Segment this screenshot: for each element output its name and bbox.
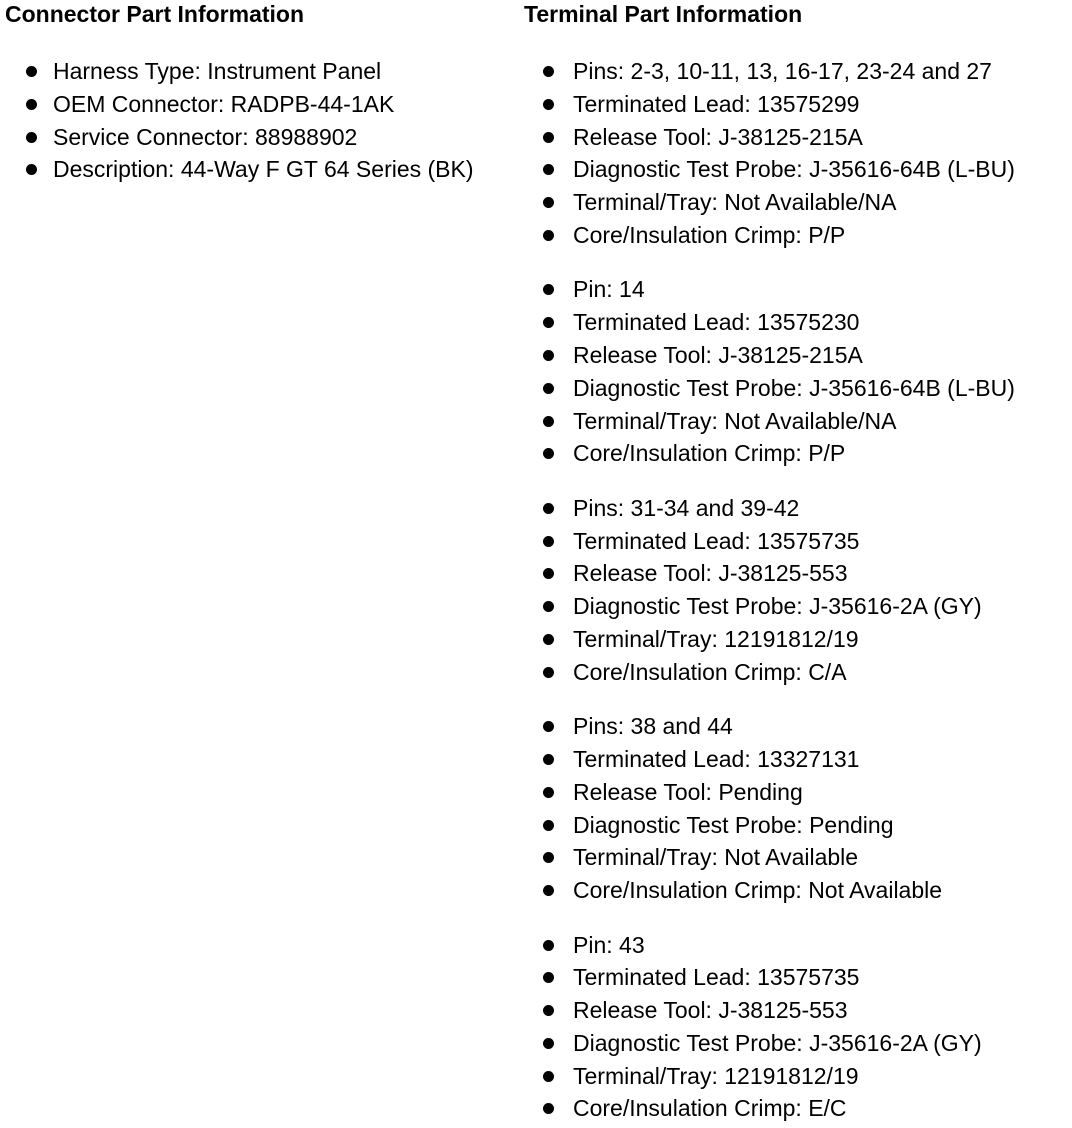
bullet-icon bbox=[543, 66, 554, 77]
list-item-text: Terminated Lead: 13575299 bbox=[573, 90, 860, 117]
list-item-text: Terminal/Tray: Not Available/NA bbox=[573, 407, 897, 434]
list-item bbox=[524, 590, 1069, 623]
bullet-icon bbox=[543, 1005, 554, 1016]
list-item-text: Core/Insulation Crimp: P/P bbox=[573, 440, 846, 467]
list-item bbox=[524, 405, 1069, 438]
bullet-icon bbox=[26, 132, 37, 143]
list-item bbox=[524, 121, 1069, 154]
list-item bbox=[524, 656, 1069, 689]
list-item-text: Diagnostic Test Probe: J-35616-2A (GY) bbox=[573, 593, 982, 620]
list-item-text: Terminated Lead: 13327131 bbox=[573, 745, 860, 772]
list-item bbox=[524, 339, 1069, 372]
list-item-text: Pins: 2-3, 10-11, 13, 16-17, 23-24 and 27 bbox=[573, 58, 992, 84]
list-item bbox=[524, 55, 1069, 88]
list-item bbox=[524, 1027, 1069, 1060]
bullet-icon bbox=[543, 132, 554, 143]
bullet-icon bbox=[543, 536, 554, 547]
list-item-text: Release Tool: J-38125-553 bbox=[573, 997, 848, 1024]
list-item-text: Pin: 43 bbox=[573, 931, 645, 958]
list-item bbox=[524, 623, 1069, 656]
terminal-group bbox=[524, 492, 1069, 689]
list-item bbox=[524, 88, 1069, 121]
list-item-text: Description: 44-Way F GT 64 Series (BK) bbox=[53, 156, 474, 183]
terminal-group bbox=[524, 929, 1069, 1126]
list-item bbox=[524, 874, 1069, 907]
list-item-text: Core/Insulation Crimp: Not Available bbox=[573, 877, 943, 904]
list-item-text: Harness Type: Instrument Panel bbox=[53, 58, 382, 84]
list-item-text: Terminated Lead: 13575735 bbox=[573, 964, 860, 991]
bullet-icon bbox=[26, 66, 37, 77]
list-item bbox=[524, 186, 1069, 219]
list-item bbox=[524, 219, 1069, 252]
bullet-icon bbox=[543, 1071, 554, 1082]
list-item bbox=[5, 153, 515, 186]
bullet-icon bbox=[26, 99, 37, 110]
list-item-text: Diagnostic Test Probe: Pending bbox=[573, 811, 894, 838]
list-item bbox=[524, 525, 1069, 558]
list-item bbox=[5, 88, 515, 121]
list-item-text: Diagnostic Test Probe: J-35616-2A (GY) bbox=[573, 1029, 982, 1056]
bullet-icon bbox=[543, 284, 554, 295]
terminal-group bbox=[524, 710, 1069, 907]
terminal-group bbox=[524, 55, 1069, 252]
bullet-icon bbox=[543, 503, 554, 514]
bullet-icon bbox=[543, 885, 554, 896]
list-item bbox=[524, 1092, 1069, 1125]
bullet-icon bbox=[543, 383, 554, 394]
list-item-text: Diagnostic Test Probe: J-35616-64B (L-BU) bbox=[573, 156, 1015, 183]
list-item bbox=[524, 492, 1069, 525]
list-item-text: Pins: 31-34 and 39-42 bbox=[573, 494, 800, 521]
bullet-icon bbox=[543, 164, 554, 175]
list-item-text: Diagnostic Test Probe: J-35616-64B (L-BU) bbox=[573, 374, 1015, 401]
list-item bbox=[5, 55, 515, 88]
terminal-groups bbox=[524, 55, 1069, 1125]
bullet-icon bbox=[543, 972, 554, 983]
list-item-text: Terminal/Tray: Not Available bbox=[573, 844, 859, 871]
bullet-icon bbox=[543, 568, 554, 579]
bullet-icon bbox=[543, 1038, 554, 1049]
bullet-icon bbox=[543, 852, 554, 863]
connector-part-info-section bbox=[5, 0, 515, 186]
list-item bbox=[524, 809, 1069, 842]
bullet-icon bbox=[543, 601, 554, 612]
bullet-icon bbox=[543, 197, 554, 208]
list-item bbox=[524, 929, 1069, 962]
list-item-text: Release Tool: J-38125-215A bbox=[573, 123, 863, 150]
terminal-part-info-section bbox=[524, 0, 1069, 1125]
list-item bbox=[524, 961, 1069, 994]
list-item-text: Pins: 38 and 44 bbox=[573, 713, 733, 740]
list-item-text: Service Connector: 88988902 bbox=[53, 123, 358, 150]
list-item-text: Terminated Lead: 13575735 bbox=[573, 527, 860, 554]
list-item bbox=[524, 153, 1069, 186]
list-item-text: Release Tool: J-38125-215A bbox=[573, 341, 863, 368]
bullet-icon bbox=[543, 721, 554, 732]
bullet-icon bbox=[543, 1103, 554, 1114]
list-item-text: Terminal/Tray: 12191812/19 bbox=[573, 625, 859, 652]
bullet-icon bbox=[543, 820, 554, 831]
connector-info-list bbox=[5, 55, 515, 186]
bullet-icon bbox=[543, 787, 554, 798]
terminal-group bbox=[524, 273, 1069, 470]
list-item bbox=[524, 743, 1069, 776]
list-item-text: OEM Connector: RADPB-44-1AK bbox=[53, 90, 395, 117]
bullet-icon bbox=[543, 317, 554, 328]
bullet-icon bbox=[543, 667, 554, 678]
list-item-text: Release Tool: J-38125-553 bbox=[573, 560, 848, 587]
list-item bbox=[524, 710, 1069, 743]
list-item bbox=[524, 372, 1069, 405]
list-item-text: Core/Insulation Crimp: P/P bbox=[573, 221, 846, 248]
bullet-icon bbox=[543, 448, 554, 459]
bullet-icon bbox=[26, 164, 37, 175]
list-item bbox=[524, 437, 1069, 470]
bullet-icon bbox=[543, 754, 554, 765]
list-item-text: Release Tool: Pending bbox=[573, 778, 803, 805]
connector-section-title: Connector Part Information bbox=[5, 1, 305, 27]
list-item bbox=[524, 776, 1069, 809]
list-item-text: Pin: 14 bbox=[573, 276, 645, 303]
list-item bbox=[524, 273, 1069, 306]
list-item-text: Terminated Lead: 13575230 bbox=[573, 309, 860, 336]
list-item bbox=[524, 841, 1069, 874]
bullet-icon bbox=[543, 350, 554, 361]
list-item bbox=[524, 557, 1069, 590]
list-item bbox=[524, 306, 1069, 339]
list-item-text: Core/Insulation Crimp: C/A bbox=[573, 658, 847, 685]
list-item bbox=[5, 121, 515, 154]
bullet-icon bbox=[543, 634, 554, 645]
list-item bbox=[524, 1060, 1069, 1093]
list-item-text: Core/Insulation Crimp: E/C bbox=[573, 1095, 847, 1122]
bullet-icon bbox=[543, 230, 554, 241]
list-item-text: Terminal/Tray: Not Available/NA bbox=[573, 189, 897, 216]
terminal-section-title: Terminal Part Information bbox=[524, 1, 803, 27]
list-item bbox=[524, 994, 1069, 1027]
list-item-text: Terminal/Tray: 12191812/19 bbox=[573, 1062, 859, 1089]
bullet-icon bbox=[543, 99, 554, 110]
bullet-icon bbox=[543, 940, 554, 951]
bullet-icon bbox=[543, 416, 554, 427]
